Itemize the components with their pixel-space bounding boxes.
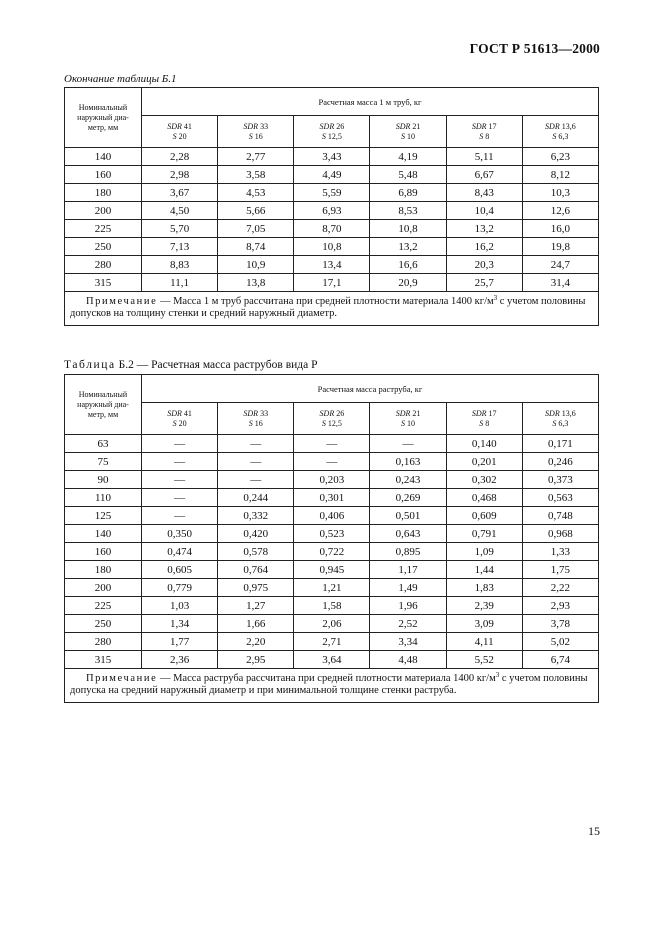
document-standard-number: ГОСТ Р 51613—2000 — [469, 41, 600, 56]
mass-cell: 5,48 — [370, 166, 446, 184]
mass-cell: — — [370, 435, 446, 453]
mass-cell: 0,373 — [522, 471, 598, 489]
mass-cell: — — [218, 435, 294, 453]
diameter-cell: 140 — [65, 148, 142, 166]
table-row — [65, 256, 599, 274]
row-header-diameter: Номинальный наружный диа- метр, мм — [65, 88, 142, 148]
mass-cell: 4,48 — [370, 651, 446, 669]
table-row — [65, 166, 599, 184]
table-row — [65, 597, 599, 615]
mass-cell: 0,201 — [446, 453, 522, 471]
table-row — [65, 507, 599, 525]
mass-cell: 1,58 — [294, 597, 370, 615]
mass-cell: 2,28 — [142, 148, 218, 166]
mass-cell: 1,96 — [370, 597, 446, 615]
mass-cell: 17,1 — [294, 274, 370, 292]
mass-cell: 2,22 — [522, 579, 598, 597]
mass-cell: 0,420 — [218, 525, 294, 543]
mass-cell: 0,246 — [522, 453, 598, 471]
mass-cell: 10,4 — [446, 202, 522, 220]
note-row — [65, 292, 599, 326]
diameter-cell: 225 — [65, 597, 142, 615]
mass-cell: 8,83 — [142, 256, 218, 274]
sdr-column-header: SDR 41 S 20 — [142, 403, 218, 435]
mass-cell: — — [142, 489, 218, 507]
diameter-cell: 140 — [65, 525, 142, 543]
mass-cell: 0,244 — [218, 489, 294, 507]
diameter-cell: 160 — [65, 543, 142, 561]
table2-caption: Таблица Б.2 — Расчетная масса раструбов вида Р — [64, 359, 318, 371]
mass-cell: 0,406 — [294, 507, 370, 525]
mass-cell: 0,895 — [370, 543, 446, 561]
diameter-cell: 225 — [65, 220, 142, 238]
mass-cell: 13,2 — [446, 220, 522, 238]
sdr-column-header: SDR 13,6 S 6,3 — [522, 116, 598, 148]
mass-cell: 6,89 — [370, 184, 446, 202]
mass-cell: 0,243 — [370, 471, 446, 489]
mass-cell: 6,93 — [294, 202, 370, 220]
sdr-column-header: SDR 33 S 16 — [218, 403, 294, 435]
mass-cell: 0,643 — [370, 525, 446, 543]
mass-cell: 3,09 — [446, 615, 522, 633]
sdr-column-header: SDR 26 S 12,5 — [294, 403, 370, 435]
mass-cell: 0,171 — [522, 435, 598, 453]
mass-cell: 3,43 — [294, 148, 370, 166]
mass-cell: 20,9 — [370, 274, 446, 292]
table-row — [65, 435, 599, 453]
mass-cell: 0,578 — [218, 543, 294, 561]
mass-cell: 5,02 — [522, 633, 598, 651]
mass-cell: 25,7 — [446, 274, 522, 292]
mass-cell: 1,83 — [446, 579, 522, 597]
mass-cell: 8,53 — [370, 202, 446, 220]
mass-cell: 13,8 — [218, 274, 294, 292]
table-row — [65, 633, 599, 651]
mass-cell: 1,77 — [142, 633, 218, 651]
mass-cell: 8,74 — [218, 238, 294, 256]
mass-cell: 2,36 — [142, 651, 218, 669]
row-header-diameter: Номинальный наружный диа- метр, мм — [65, 375, 142, 435]
diameter-cell: 200 — [65, 579, 142, 597]
mass-cell: 0,350 — [142, 525, 218, 543]
diameter-cell: 125 — [65, 507, 142, 525]
mass-cell: 8,70 — [294, 220, 370, 238]
mass-cell: 5,59 — [294, 184, 370, 202]
mass-cell: 13,4 — [294, 256, 370, 274]
diameter-cell: 75 — [65, 453, 142, 471]
mass-cell: 1,17 — [370, 561, 446, 579]
table-row — [65, 615, 599, 633]
diameter-cell: 90 — [65, 471, 142, 489]
mass-cell: 1,44 — [446, 561, 522, 579]
mass-cell: 5,52 — [446, 651, 522, 669]
mass-cell: 1,33 — [522, 543, 598, 561]
mass-cell: 0,203 — [294, 471, 370, 489]
mass-cell: — — [294, 435, 370, 453]
mass-cell: — — [142, 435, 218, 453]
mass-cell: 19,8 — [522, 238, 598, 256]
sdr-column-header: SDR 21 S 10 — [370, 403, 446, 435]
mass-cell: — — [142, 507, 218, 525]
mass-cell: 2,20 — [218, 633, 294, 651]
diameter-cell: 315 — [65, 651, 142, 669]
mass-cell: 4,53 — [218, 184, 294, 202]
mass-cell: 3,78 — [522, 615, 598, 633]
table2-socket-mass — [64, 374, 599, 703]
mass-cell: 1,03 — [142, 597, 218, 615]
mass-cell: 0,722 — [294, 543, 370, 561]
mass-cell: 0,791 — [446, 525, 522, 543]
sdr-column-header: SDR 13,6 S 6,3 — [522, 403, 598, 435]
note-row — [65, 669, 599, 703]
mass-cell: 3,67 — [142, 184, 218, 202]
table-row — [65, 471, 599, 489]
table-note: Примечание — Масса 1 м труб рассчитана при средней плотности материала 1400 $кг/м^3$ с учетом половины допусков на толщину стенки и средний наружный диаметр. — [65, 292, 599, 326]
mass-cell: 0,269 — [370, 489, 446, 507]
mass-cell: 6,67 — [446, 166, 522, 184]
mass-cell: 0,501 — [370, 507, 446, 525]
diameter-cell: 63 — [65, 435, 142, 453]
mass-cell: 4,11 — [446, 633, 522, 651]
mass-cell: 2,06 — [294, 615, 370, 633]
mass-cell: 16,0 — [522, 220, 598, 238]
mass-cell: 11,1 — [142, 274, 218, 292]
table1-pipe-mass — [64, 87, 599, 326]
mass-cell: 4,49 — [294, 166, 370, 184]
table-note: Примечание — Масса раструба рассчитана при средней плотности материала 1400 $кг/м^3$ с учетом половины допуска на средний наружный диаметр и при минимальной толщине стенки раструба. — [65, 669, 599, 703]
mass-cell: 1,49 — [370, 579, 446, 597]
mass-cell: 0,302 — [446, 471, 522, 489]
mass-cell: 16,2 — [446, 238, 522, 256]
mass-cell: 3,34 — [370, 633, 446, 651]
table-row — [65, 274, 599, 292]
mass-cell: 10,9 — [218, 256, 294, 274]
mass-cell: 10,3 — [522, 184, 598, 202]
mass-cell: — — [294, 453, 370, 471]
mass-cell: 3,58 — [218, 166, 294, 184]
mass-cell: 0,975 — [218, 579, 294, 597]
mass-cell: 6,23 — [522, 148, 598, 166]
mass-cell: 5,70 — [142, 220, 218, 238]
mass-cell: — — [142, 471, 218, 489]
mass-cell: 4,50 — [142, 202, 218, 220]
table-row — [65, 651, 599, 669]
mass-cell: 12,6 — [522, 202, 598, 220]
mass-cell: 1,34 — [142, 615, 218, 633]
mass-cell: 10,8 — [294, 238, 370, 256]
mass-cell: 7,05 — [218, 220, 294, 238]
mass-cell: 0,968 — [522, 525, 598, 543]
sdr-column-header: SDR 17 S 8 — [446, 116, 522, 148]
sdr-column-header: SDR 21 S 10 — [370, 116, 446, 148]
mass-cell: 0,764 — [218, 561, 294, 579]
table-row — [65, 184, 599, 202]
mass-cell: 7,13 — [142, 238, 218, 256]
mass-cell: 31,4 — [522, 274, 598, 292]
mass-cell: 0,468 — [446, 489, 522, 507]
mass-cell: 0,474 — [142, 543, 218, 561]
mass-cell: 0,945 — [294, 561, 370, 579]
mass-cell: 20,3 — [446, 256, 522, 274]
group-header: Расчетная масса 1 м труб, кг — [142, 88, 599, 116]
table-row — [65, 561, 599, 579]
mass-cell: 0,523 — [294, 525, 370, 543]
diameter-cell: 250 — [65, 238, 142, 256]
table-row — [65, 579, 599, 597]
diameter-cell: 200 — [65, 202, 142, 220]
mass-cell: 0,779 — [142, 579, 218, 597]
table-row — [65, 148, 599, 166]
sdr-column-header: SDR 33 S 16 — [218, 116, 294, 148]
mass-cell: — — [218, 453, 294, 471]
table-row — [65, 543, 599, 561]
mass-cell: — — [218, 471, 294, 489]
mass-cell: 8,12 — [522, 166, 598, 184]
mass-cell: 6,74 — [522, 651, 598, 669]
mass-cell: 1,09 — [446, 543, 522, 561]
sdr-column-header: SDR 26 S 12,5 — [294, 116, 370, 148]
mass-cell: 0,332 — [218, 507, 294, 525]
diameter-cell: 180 — [65, 184, 142, 202]
mass-cell: 10,8 — [370, 220, 446, 238]
mass-cell: 13,2 — [370, 238, 446, 256]
diameter-cell: 160 — [65, 166, 142, 184]
mass-cell: 1,21 — [294, 579, 370, 597]
mass-cell: 0,605 — [142, 561, 218, 579]
table-row — [65, 220, 599, 238]
diameter-cell: 280 — [65, 633, 142, 651]
mass-cell: 2,71 — [294, 633, 370, 651]
mass-cell: 2,39 — [446, 597, 522, 615]
mass-cell: 0,748 — [522, 507, 598, 525]
table-row — [65, 489, 599, 507]
mass-cell: 1,27 — [218, 597, 294, 615]
table-row — [65, 453, 599, 471]
mass-cell: 2,98 — [142, 166, 218, 184]
mass-cell: 8,43 — [446, 184, 522, 202]
mass-cell: 1,66 — [218, 615, 294, 633]
mass-cell: 0,140 — [446, 435, 522, 453]
diameter-cell: 180 — [65, 561, 142, 579]
mass-cell: 5,11 — [446, 148, 522, 166]
mass-cell: 2,77 — [218, 148, 294, 166]
page-number: 15 — [588, 824, 600, 838]
mass-cell: 2,52 — [370, 615, 446, 633]
mass-cell: 24,7 — [522, 256, 598, 274]
mass-cell: — — [142, 453, 218, 471]
table-row — [65, 202, 599, 220]
mass-cell: 16,6 — [370, 256, 446, 274]
mass-cell: 3,64 — [294, 651, 370, 669]
table1-caption: Окончание таблицы Б.1 — [64, 73, 177, 85]
mass-cell: 2,93 — [522, 597, 598, 615]
diameter-cell: 110 — [65, 489, 142, 507]
mass-cell: 4,19 — [370, 148, 446, 166]
sdr-column-header: SDR 41 S 20 — [142, 116, 218, 148]
table-row — [65, 238, 599, 256]
mass-cell: 0,301 — [294, 489, 370, 507]
mass-cell: 0,563 — [522, 489, 598, 507]
mass-cell: 0,163 — [370, 453, 446, 471]
mass-cell: 1,75 — [522, 561, 598, 579]
diameter-cell: 280 — [65, 256, 142, 274]
diameter-cell: 315 — [65, 274, 142, 292]
group-header: Расчетная масса раструба, кг — [142, 375, 599, 403]
table-row — [65, 525, 599, 543]
mass-cell: 0,609 — [446, 507, 522, 525]
sdr-column-header: SDR 17 S 8 — [446, 403, 522, 435]
diameter-cell: 250 — [65, 615, 142, 633]
mass-cell: 5,66 — [218, 202, 294, 220]
mass-cell: 2,95 — [218, 651, 294, 669]
